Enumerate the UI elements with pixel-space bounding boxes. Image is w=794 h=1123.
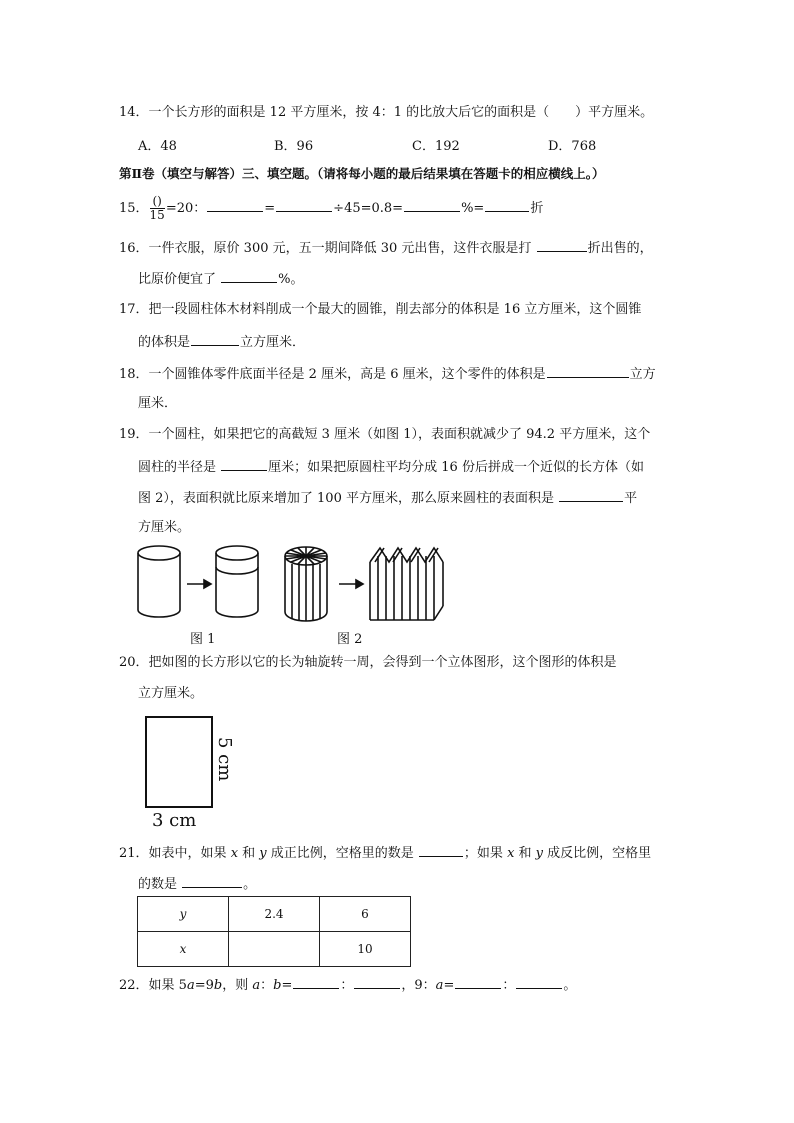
q17-line-1: 17．把一段圆柱体木材料削成一个最大的圆锥，削去部分的体积是 16 立方厘米，这个圆锥 <box>119 302 642 317</box>
q15-part-5: 折 <box>530 201 544 216</box>
q18-line-1 <box>119 364 656 384</box>
q22-var-a-2: a <box>252 978 261 993</box>
q14-option-c[interactable]: C．192 <box>412 139 460 154</box>
q20-line-1: 20．把如图的长方形以它的长为轴旋转一周，会得到一个立体图形，这个图形的体积是 <box>119 655 617 670</box>
q14-option-d[interactable]: D．768 <box>548 139 597 154</box>
q21-text-3: ；如果 <box>463 846 508 861</box>
q22-eq-2: = <box>443 978 455 993</box>
rectangle-shape <box>146 717 212 807</box>
table-row <box>138 932 411 967</box>
q22-text-2: =9 <box>194 978 214 993</box>
q22-blank-3[interactable] <box>455 975 501 989</box>
q18-text-1: 18．一个圆锥体零件底面半径是 2 厘米，高是 6 厘米，这个零件的体积是 <box>119 367 546 382</box>
q21-blank-1[interactable] <box>419 843 463 857</box>
table-cell: 10 <box>320 932 411 967</box>
q18-text-2: 立方 <box>629 367 656 382</box>
q22-colon-3: ： <box>502 978 516 993</box>
q19-figure2-label: 图 2 <box>337 632 363 647</box>
q16-text-3: 比原价便宜了 <box>138 272 221 287</box>
q22-blank-1[interactable] <box>293 975 339 989</box>
table-cell <box>138 897 229 932</box>
q22-text-3: ，则 <box>222 978 253 993</box>
q17-line-2 <box>138 332 305 352</box>
q16-line-2 <box>138 269 304 289</box>
q17-text-2: 立方厘米． <box>240 335 306 350</box>
q21-text-1: 21．如表中，如果 <box>119 846 231 861</box>
q15-blank-3[interactable] <box>404 198 460 212</box>
approximate-cuboid-icon <box>370 548 443 620</box>
q22-line <box>119 975 576 995</box>
q16-blank-2[interactable] <box>221 269 277 283</box>
q20-line-2: 立方厘米。 <box>138 686 204 701</box>
q14-option-a[interactable]: A．48 <box>138 139 177 154</box>
q15-blank-1[interactable] <box>207 198 263 212</box>
q21-and-1: 和 <box>238 846 260 861</box>
q18-line-2: 厘米． <box>138 396 178 411</box>
q17-text-1: 的体积是 <box>138 335 191 350</box>
q15-part-4: %= <box>461 201 485 216</box>
cell-y-label: y <box>179 907 187 921</box>
q20-bottom-label: 3 cm <box>152 810 197 831</box>
q22-var-b: b <box>213 978 223 993</box>
q16-blank-1[interactable] <box>537 238 587 252</box>
q21-var-x-2: x <box>507 846 515 861</box>
sliced-cylinder-icon <box>285 547 327 621</box>
q19-text-2: 厘米；如果把原圆柱平均分成 16 份后拼成一个近似的长方体（如 <box>268 460 644 475</box>
q22-text-1: 22．如果 5 <box>119 978 187 993</box>
q14-option-b[interactable]: B．96 <box>274 139 314 154</box>
q19-text-3: 图 2），表面积就比原来增加了 100 平方厘米，那么原来圆柱的表面积是 <box>138 491 559 506</box>
q19-line-1: 19．一个圆柱，如果把它的高截短 3 厘米（如图 1），表面积就减少了 94.2 平方厘米，这个 <box>119 427 651 442</box>
section-header: 第Ⅱ卷（填空与解答）三、填空题。（请将每小题的最后结果填在答题卡的相应横线上。） <box>119 166 605 181</box>
q19-text-1: 圆柱的半径是 <box>138 460 221 475</box>
q21-text-4: 成反比例，空格里 <box>543 846 652 861</box>
q22-text-5: 。 <box>563 978 577 993</box>
q19-text-4: 平 <box>624 491 638 506</box>
q21-text-2: 成正比例，空格里的数是 <box>266 846 418 861</box>
q16-text-4: %。 <box>278 272 304 287</box>
q15-blank-2[interactable] <box>276 198 332 212</box>
q15-part-2: = <box>264 201 276 216</box>
q15-number: 15． <box>119 201 149 216</box>
q22-blank-2[interactable] <box>354 975 400 989</box>
q15-part-1: =20： <box>165 201 207 216</box>
q22-var-b-2: b <box>273 978 282 993</box>
table-cell-blank[interactable] <box>229 932 320 967</box>
q19-figure1-label: 图 1 <box>190 632 216 647</box>
q17-blank[interactable] <box>191 332 239 346</box>
q19-figure <box>134 540 452 650</box>
q22-colon-1: ： <box>260 978 274 993</box>
q15-fraction <box>150 195 165 222</box>
q19-blank-2[interactable] <box>559 488 623 502</box>
cell-x-label: x <box>179 942 187 956</box>
table-cell: 2.4 <box>229 897 320 932</box>
q21-line-2 <box>138 874 256 894</box>
q22-text-4: ，9： <box>401 978 436 993</box>
tall-cylinder-icon <box>138 546 180 617</box>
q21-var-y-2: y <box>535 846 544 861</box>
table-cell <box>138 932 229 967</box>
q22-blank-4[interactable] <box>516 975 562 989</box>
q19-line-4: 方厘米。 <box>138 520 191 535</box>
q16-text-1: 16．一件衣服，原价 300 元，五一期间降低 30 元出售，这件衣服是打 <box>119 241 536 256</box>
q18-blank[interactable] <box>547 364 629 378</box>
q21-text-6: 。 <box>243 877 257 892</box>
q21-text-5: 的数是 <box>138 877 182 892</box>
q15-blank-4[interactable] <box>485 198 529 212</box>
shortened-cylinder-icon <box>216 546 258 617</box>
q20-side-label: 5 cm <box>214 737 235 782</box>
q19-line-2 <box>138 457 644 477</box>
q15-part-3: ÷45=0.8= <box>333 201 404 216</box>
q22-colon-2: ： <box>340 978 354 993</box>
q15-fraction-numerator: () <box>150 195 165 209</box>
q15-fraction-denominator: 15 <box>149 208 165 222</box>
q15-line <box>119 194 543 224</box>
q14-text: 14．一个长方形的面积是 12 平方厘米，按 4：1 的比放大后它的面积是（ ）平方厘米。 <box>119 105 654 120</box>
q19-line-3 <box>138 488 637 508</box>
q19-blank-1[interactable] <box>221 457 267 471</box>
table-cell: 6 <box>320 897 411 932</box>
q22-var-a-3: a <box>435 978 444 993</box>
q16-line-1 <box>119 238 653 258</box>
q22-var-a: a <box>186 978 195 993</box>
q21-var-y: y <box>259 846 267 861</box>
q22-eq: = <box>281 978 293 993</box>
q21-and-2: 和 <box>514 846 536 861</box>
q16-text-2: 折出售的， <box>587 241 653 256</box>
q21-table <box>137 896 411 967</box>
q21-blank-2[interactable] <box>182 874 242 888</box>
table-row <box>138 897 411 932</box>
q21-line-1 <box>119 843 651 863</box>
q21-var-x: x <box>230 846 239 861</box>
